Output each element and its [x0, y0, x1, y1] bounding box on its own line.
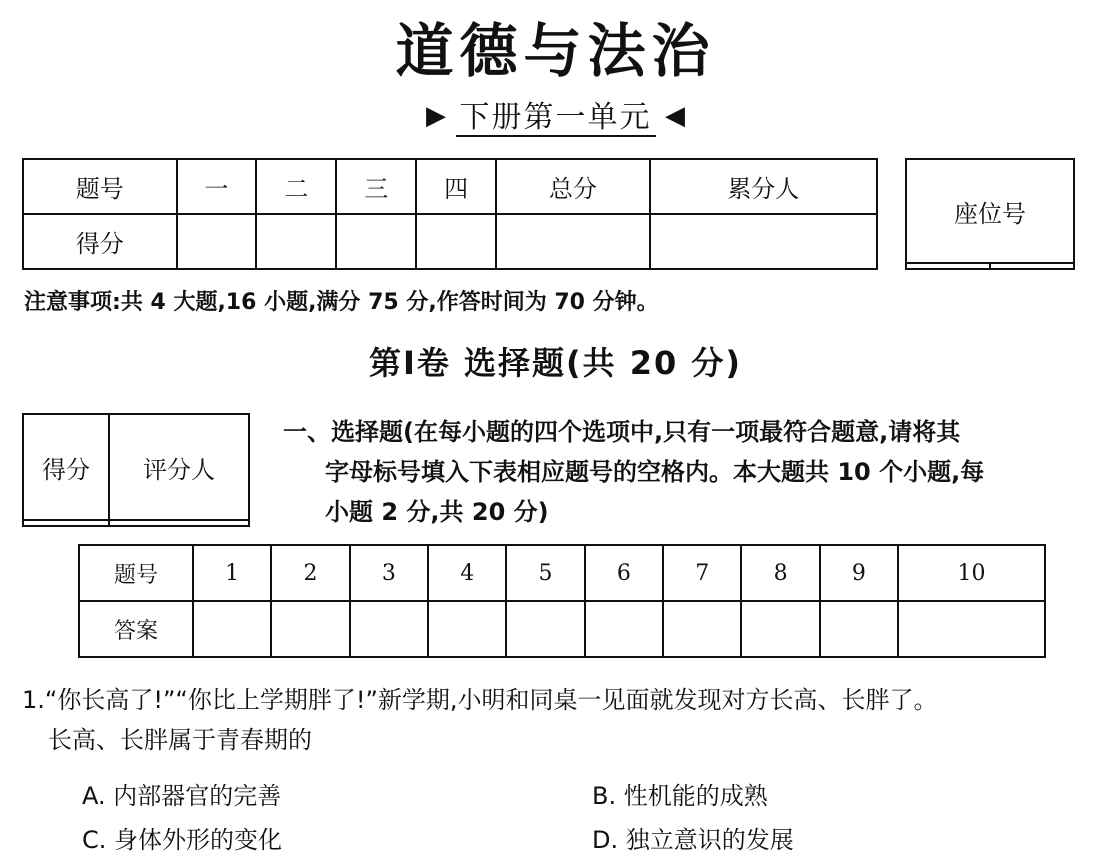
question-number: 10: [898, 545, 1045, 601]
instructions-line: 一、选择题(在每小题的四个选项中,只有一项最符合题意,请将其: [283, 418, 961, 446]
question-1-option-d[interactable]: D. 独立意识的发展: [592, 826, 794, 854]
answer-cell[interactable]: [898, 601, 1045, 657]
score-table-header: 二: [256, 159, 336, 214]
section-title: 第Ⅰ卷 选择题(共 20 分): [368, 344, 743, 382]
score-table: [22, 158, 878, 270]
score-table-score-row: [23, 214, 877, 269]
exam-subtitle: [0, 92, 1111, 136]
score-table-header: 总分: [496, 159, 650, 214]
left-triangle-icon: ◀: [665, 101, 686, 131]
question-number: 8: [741, 545, 819, 601]
subtitle-text: 下册第一单元: [456, 100, 656, 137]
answer-table-question-label: 题号: [79, 545, 193, 601]
score-table-header: 题号: [23, 159, 177, 214]
score-table-header: 四: [416, 159, 496, 214]
question-1-option-b[interactable]: B. 性机能的成熟: [592, 782, 768, 810]
answer-table: [78, 544, 1046, 658]
score-table-header: 累分人: [650, 159, 877, 214]
question-1-stem: 1.“你长高了!”“你比上学期胖了!”新学期,小明和同桌一见面就发现对方长高、长胖了。: [22, 686, 938, 714]
answer-table-number-row: [79, 545, 1045, 601]
instructions-line: 小题 2 分,共 20 分): [325, 498, 549, 526]
score-cell[interactable]: [177, 214, 257, 269]
question-1-option-a[interactable]: A. 内部器官的完善: [82, 782, 282, 810]
notice-label: 注意事项:: [24, 290, 121, 315]
answer-table-answer-row: [79, 601, 1045, 657]
score-table-header-row: [23, 159, 877, 214]
score-cell[interactable]: [336, 214, 416, 269]
answer-cell[interactable]: [350, 601, 428, 657]
answer-table-answer-label: 答案: [79, 601, 193, 657]
seat-number-cell[interactable]: [990, 263, 1074, 269]
grader-score-label: 得分: [23, 414, 109, 520]
answer-cell[interactable]: [663, 601, 741, 657]
seat-number-header: 座位号: [906, 159, 1074, 263]
score-table-header: 一: [177, 159, 257, 214]
seat-number-cell[interactable]: [906, 263, 990, 269]
question-number: 5: [506, 545, 584, 601]
question-number: 3: [350, 545, 428, 601]
question-number: 6: [585, 545, 663, 601]
question-number: 7: [663, 545, 741, 601]
score-table-header: 三: [336, 159, 416, 214]
answer-cell[interactable]: [741, 601, 819, 657]
answer-cell[interactable]: [506, 601, 584, 657]
score-cell[interactable]: [650, 214, 877, 269]
section-instructions: [283, 412, 1098, 532]
score-cell[interactable]: [256, 214, 336, 269]
answer-cell[interactable]: [820, 601, 898, 657]
grader-table: [22, 413, 250, 527]
notice-text: 共 4 大题,16 小题,满分 75 分,作答时间为 70 分钟。: [120, 290, 659, 315]
answer-cell[interactable]: [428, 601, 506, 657]
score-row-label: 得分: [23, 214, 177, 269]
question-number: 4: [428, 545, 506, 601]
right-triangle-icon: ▶: [425, 101, 446, 131]
question-1: [22, 680, 1107, 760]
question-number: 2: [271, 545, 349, 601]
answer-cell[interactable]: [271, 601, 349, 657]
instructions-line: 字母标号填入下表相应题号的空格内。本大题共 10 个小题,每: [325, 458, 985, 486]
question-1-option-c[interactable]: C. 身体外形的变化: [82, 826, 283, 854]
score-cell[interactable]: [416, 214, 496, 269]
answer-cell[interactable]: [193, 601, 271, 657]
seat-number-table: [905, 158, 1075, 270]
exam-notice: [24, 285, 659, 316]
grader-name-cell[interactable]: [109, 520, 249, 526]
answer-cell[interactable]: [585, 601, 663, 657]
question-number: 1: [193, 545, 271, 601]
question-number: 9: [820, 545, 898, 601]
question-1-stem-continued: 长高、长胖属于青春期的: [48, 726, 312, 754]
grader-name-label: 评分人: [109, 414, 249, 520]
exam-title: 道德与法治: [395, 17, 716, 85]
grader-score-cell[interactable]: [23, 520, 109, 526]
score-cell[interactable]: [496, 214, 650, 269]
